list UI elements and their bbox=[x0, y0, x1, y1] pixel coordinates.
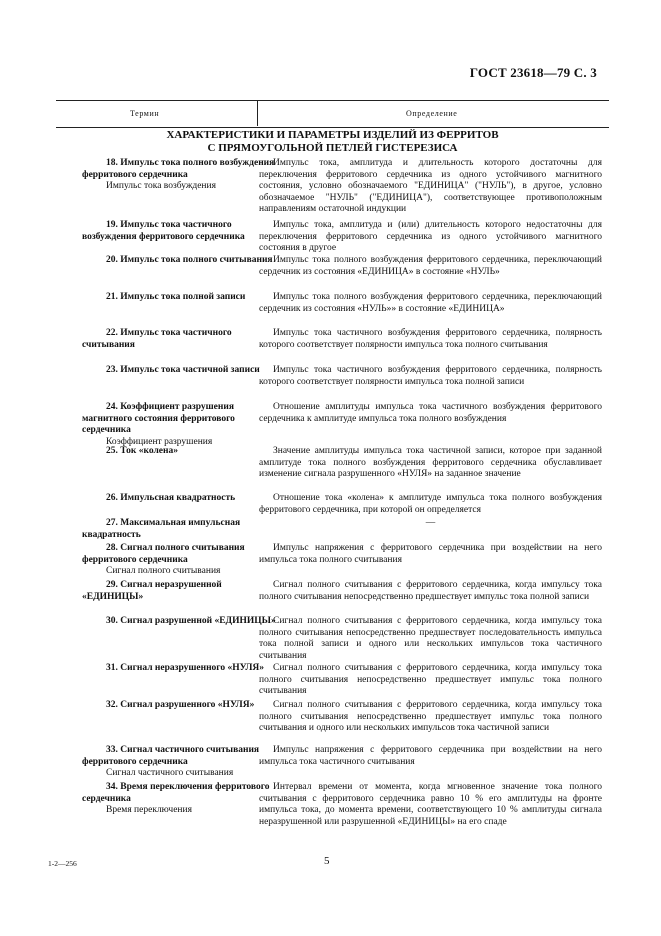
definition-cell: Сигнал полного считывания с ферритового сердечника, когда импульсу тока полного считывания непосредственно предшествует импульс тока полного считывания bbox=[259, 663, 602, 696]
page-number: 5 bbox=[324, 855, 330, 867]
term-cell bbox=[82, 663, 278, 675]
definition-cell: Сигнал полного считывания с ферритового сердечника, когда импульсу тока полного считывания непосредственно предшествует импульс тока полной записи bbox=[259, 580, 602, 602]
definition-cell: Импульс тока, амплитуда и длительность которого достаточны для переключения ферритового сердечника из одного устойчивого магнитного состояния, условно обозначаемого "ЕДИНИЦА" ("НУЛЬ"), в другое, условно обозначаемое "НУЛЬ" ("ЕДИНИЦА"), соответствующее противоположным направлениям остаточной индукции bbox=[259, 158, 602, 214]
definition-cell: Импульс напряжения с ферритового сердечника при воздействии на него импульса тока частичного считывания bbox=[259, 745, 602, 767]
print-code: 1-2—256 bbox=[48, 859, 77, 868]
term-cell bbox=[82, 402, 278, 448]
term-name: 26. Импульсная квадратность bbox=[106, 493, 236, 503]
term-cell bbox=[82, 220, 278, 243]
definition-cell: Отношение амплитуды импульса тока частичного возбуждения ферритового сердечника к амплитуде импульса тока полного возбуждения bbox=[259, 402, 602, 424]
term-synonym: Сигнал полного считывания bbox=[106, 566, 221, 576]
term-cell bbox=[82, 745, 278, 780]
definition-cell: Импульс тока полного возбуждения ферритового сердечника, переключающий сердечник из состояния «НУЛЬ»» в состояние «ЕДИНИЦА» bbox=[259, 292, 602, 314]
term-synonym: Импульс тока возбуждения bbox=[106, 181, 216, 191]
term-cell bbox=[82, 493, 278, 505]
term-cell bbox=[82, 255, 278, 267]
definition-cell: Интервал времени от момента, когда мгновенное значение тока полного считывания с ферритового сердечника равно 10 % его амплитуды на фронте импульса тока, до момента времени, соответствующего 10 % амплитуды сигнала неразрушенной или разрушенной «ЕДИНИЦЫ» на его спаде bbox=[259, 782, 602, 827]
definition-cell: Значение амплитуды импульса тока частичной записи, которое при заданной амплитуде тока полного возбуждения ферритового сердечника обуславливает изменение сигнала разрушенного «НУЛЯ» на заданное значение bbox=[259, 446, 602, 479]
section-title bbox=[56, 129, 609, 155]
term-name: 27. Максимальная импульсная квадратность bbox=[82, 518, 241, 540]
term-cell bbox=[82, 700, 278, 712]
term-synonym: Коэффициент разрушения bbox=[106, 436, 213, 447]
term-cell bbox=[82, 365, 278, 377]
definition-cell: Импульс тока частичного возбуждения ферритового сердечника, полярность которого соответствует полярности импульса тока полной записи bbox=[259, 365, 602, 387]
term-name: 25. Ток «колена» bbox=[106, 446, 179, 456]
term-name: 23. Импульс тока частичной записи bbox=[106, 365, 260, 375]
table-header bbox=[56, 100, 609, 128]
column-divider bbox=[257, 100, 258, 126]
term-cell bbox=[82, 292, 278, 304]
definition-cell: Импульс тока, амплитуда и (или) длительность которого недостаточны для переключения ферритового сердечника из одного устойчивого магнитного состояния в другое bbox=[259, 220, 602, 253]
term-cell bbox=[82, 782, 278, 817]
term-name: 32. Сигнал разрушенного «НУЛЯ» bbox=[106, 700, 255, 710]
page-header: ГОСТ 23618—79 С. 3 bbox=[469, 65, 597, 80]
term-name: 20. Импульс тока полного считывания bbox=[106, 255, 273, 265]
section-title-line-2: С ПРЯМОУГОЛЬНОЙ ПЕТЛЕЙ ГИСТЕРЕЗИСА bbox=[207, 142, 458, 154]
definition-cell: — bbox=[425, 518, 436, 528]
term-cell bbox=[82, 446, 278, 458]
term-cell bbox=[82, 616, 278, 628]
term-name: 28. Сигнал полного считывания ферритового сердечника bbox=[82, 543, 245, 565]
term-synonym: Время переключения bbox=[106, 805, 192, 815]
term-name: 24. Коэффициент разрушения магнитного состояния ферритового сердечника bbox=[82, 402, 235, 435]
term-synonym: Сигнал частичного считывания bbox=[106, 768, 234, 778]
column-header-term: Термин bbox=[130, 109, 160, 118]
term-cell bbox=[82, 580, 278, 603]
definition-cell: Импульс тока полного возбуждения ферритового сердечника, переключающий сердечник из состояния «ЕДИНИЦА» в состояние «НУЛЬ» bbox=[259, 255, 602, 277]
definition-cell: Сигнал полного считывания с ферритового сердечника, когда импульсу тока полного считывания непосредственно предшествует последовательность импульса тока полной записи и одного или нескольких импульсов тока частичного считывания bbox=[259, 616, 602, 661]
term-name: 18. Импульс тока полного возбуждения ферритового сердечника bbox=[82, 158, 275, 180]
definition-cell: Отношение тока «колена» к амплитуде импульса тока полного возбуждения ферритового сердечника, при которой он определяется bbox=[259, 493, 602, 515]
term-name: 22. Импульс тока частичного считывания bbox=[82, 328, 232, 350]
term-name: 34. Время переключения ферритового сердечника bbox=[82, 782, 270, 804]
definition-cell: Импульс напряжения с ферритового сердечника при воздействии на него импульса тока полного считывания bbox=[259, 543, 602, 565]
term-cell bbox=[82, 158, 278, 193]
term-cell bbox=[82, 518, 278, 541]
term-cell bbox=[82, 543, 278, 578]
term-name: 21. Импульс тока полной записи bbox=[106, 292, 246, 302]
definition-cell: Импульс тока частичного возбуждения ферритового сердечника, полярность которого соответствует полярности импульса тока полного считывания bbox=[259, 328, 602, 350]
term-name: 31. Сигнал неразрушенного «НУЛЯ» bbox=[106, 663, 265, 673]
term-name: 33. Сигнал частичного считывания ферритового сердечника bbox=[82, 745, 260, 767]
term-name: 19. Импульс тока частичного возбуждения ферритового сердечника bbox=[82, 220, 245, 242]
section-title-line-1: ХАРАКТЕРИСТИКИ И ПАРАМЕТРЫ ИЗДЕЛИЙ ИЗ ФЕРРИТОВ bbox=[166, 129, 499, 141]
definition-cell: Сигнал полного считывания с ферритового сердечника, когда импульсу тока полного считывания непосредственно предшествует импульс тока полного считывания и одного или нескольких импульсов тока частичной записи bbox=[259, 700, 602, 733]
term-cell bbox=[82, 328, 278, 351]
column-header-definition: Определение bbox=[406, 109, 458, 118]
term-name: 29. Сигнал неразрушенной «ЕДИНИЦЫ» bbox=[82, 580, 222, 602]
term-name: 30. Сигнал разрушенной «ЕДИНИЦЫ» bbox=[106, 616, 276, 626]
